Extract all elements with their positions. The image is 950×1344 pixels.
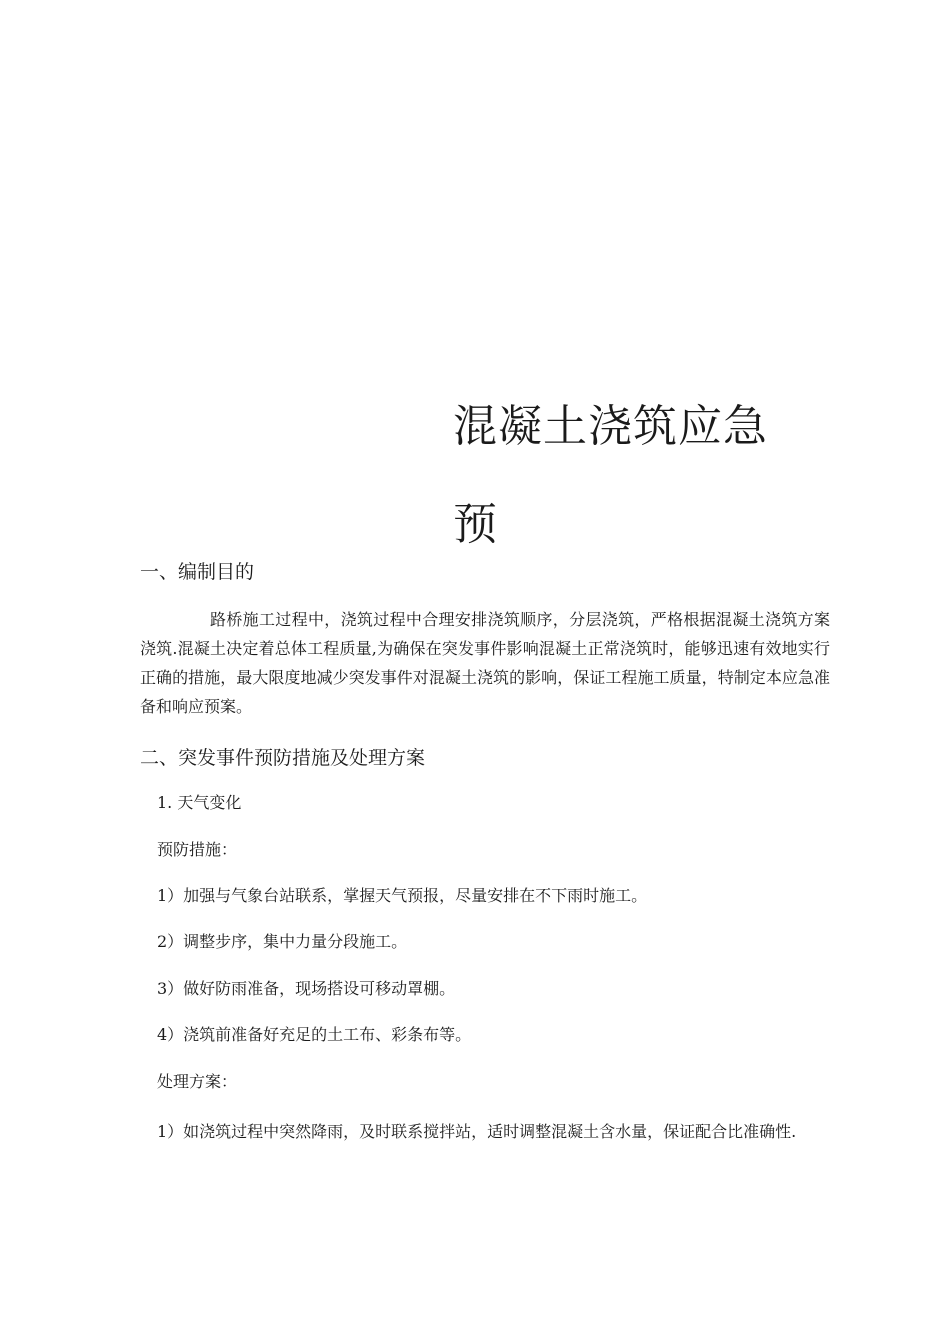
purpose-paragraph: 路桥施工过程中，浇筑过程中合理安排浇筑顺序，分层浇筑，严格根据混凝土浇筑方案浇筑.混凝土决定着总体工程质量,为确保在突发事件影响混凝土正常浇筑时，能够迅速有效地实行正确的措施，最大限度地减少突发事件对混凝土浇筑的影响，保证工程施工质量，特制定本应急准备和响应预案。 [140, 610, 830, 716]
document-title-line-1: 混凝土浇筑应急 [453, 401, 768, 452]
handling-item: 1）如浇筑过程中突然降雨，及时联系搅拌站，适时调整混凝土含水量，保证配合比准确性. [157, 1122, 797, 1141]
section-heading-emergency-measures: 二、突发事件预防措施及处理方案 [140, 747, 426, 769]
handling-label: 处理方案： [157, 1072, 238, 1091]
prevention-label: 预防措施： [157, 840, 238, 859]
document-title-line-2: 预 [453, 499, 498, 550]
prevention-item: 1）加强与气象台站联系，掌握天气预报，尽量安排在不下雨时施工。 [157, 886, 648, 905]
prevention-item: 2）调整步序，集中力量分段施工。 [157, 932, 408, 951]
subsection-weather-title: 1. 天气变化 [157, 793, 242, 812]
section-heading-purpose: 一、编制目的 [140, 561, 255, 583]
prevention-item: 4）浇筑前准备好充足的土工布、彩条布等。 [157, 1025, 472, 1044]
prevention-item: 3）做好防雨准备，现场搭设可移动罩棚。 [157, 979, 456, 998]
